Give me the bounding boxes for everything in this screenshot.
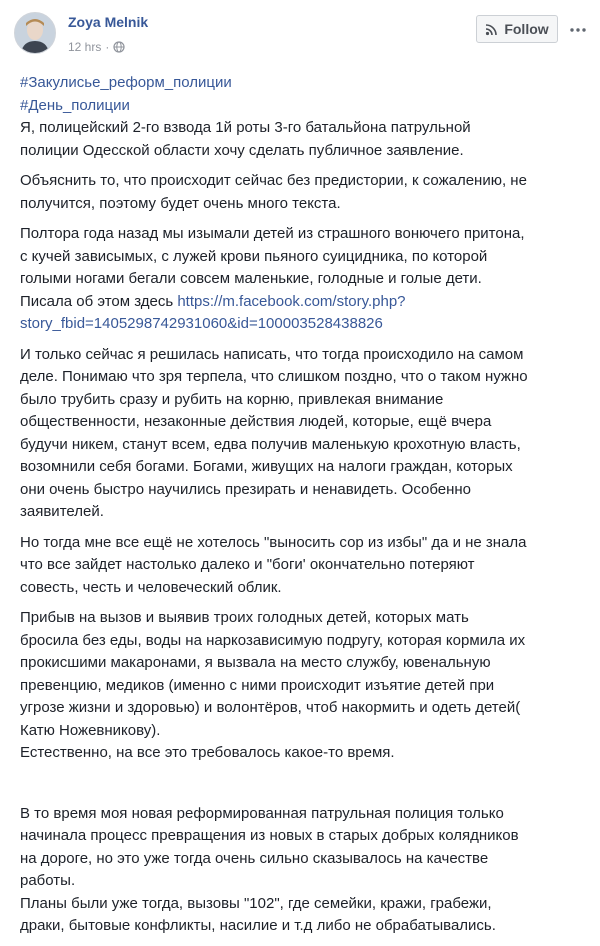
post-time[interactable]: 12 hrs xyxy=(68,40,102,54)
text-line: что все зайдет настолько далеко и "боги' окончательно потеряют xyxy=(20,556,475,573)
post-paragraph xyxy=(20,223,590,336)
text-line: деле. Понимаю что зря терпела, что слишком поздно, что о таком нужно xyxy=(20,368,528,385)
post-header xyxy=(0,0,600,72)
follow-button[interactable] xyxy=(476,15,558,43)
avatar[interactable] xyxy=(14,12,56,54)
hashtag-link[interactable]: #День_полиции xyxy=(20,96,130,114)
text-line: Катю Ножевникову). xyxy=(20,721,161,739)
meta-separator: · xyxy=(105,40,110,54)
post-paragraph xyxy=(20,344,590,524)
post-paragraph xyxy=(20,170,590,215)
link-line xyxy=(20,291,590,314)
text-line: бросила без еды, воды на наркозависимую подругу, которая кормила их xyxy=(20,631,526,649)
text-line: на дороге, но это уже тогда очень сильно сказывалось на качестве xyxy=(20,849,489,867)
text-line: они очень быстро научились презирать и ненавидеть. Особенно xyxy=(20,480,472,498)
text-line: Но тогда мне все ещё не хотелось "выносить сор из избы" да и не знала xyxy=(20,533,527,551)
globe-icon[interactable] xyxy=(113,41,125,53)
text-line: Прибыв на вызов и выявив троих голодных детей, которых мать xyxy=(20,609,469,626)
text-line: совесть, честь и человеческий облик. xyxy=(20,578,282,596)
more-options-button[interactable] xyxy=(566,18,590,42)
text-line: И только сейчас я решилась написать, что тогда происходило на самом xyxy=(20,345,524,363)
post-paragraph xyxy=(20,117,590,162)
post-paragraph xyxy=(20,607,590,765)
avatar-photo xyxy=(15,13,55,53)
follow-label: Follow xyxy=(504,21,549,37)
post-body xyxy=(20,72,590,946)
text-line: с кучей зависымых, с лужей крови пьяного суицидника, по которой xyxy=(20,247,488,265)
text-line: драки, бытовые конфликты, насилие и т.д либо не обрабатывались. xyxy=(20,917,496,934)
text-line: Я, полицейский 2-го взвода 1й роты 3-го батальйона патрульной xyxy=(20,119,471,136)
link-prefix: Писала об этом здесь xyxy=(20,292,178,310)
text-line: голыми ногами бегали совсем маленькие, голодные и голые дети. xyxy=(20,270,482,287)
text-line: полиции Одесской области хочу сделать публичное заявление. xyxy=(20,141,464,159)
text-line: превенцию, медиков (именно с ними происходит изъятие детей при xyxy=(20,676,495,694)
text-line: общественности, незаконные действия людей, которые, ещё вчера xyxy=(20,413,492,430)
text-line: получится, поэтому будет очень много текста. xyxy=(20,194,341,212)
text-line: будучи никем, станут всем, едва получив маленькую крохотную власть, xyxy=(20,435,521,453)
text-line: прокисшими макаронами, я вызвала на место службу, ювенальную xyxy=(20,654,491,671)
text-line: заявителей. xyxy=(20,503,104,520)
author-name[interactable]: Zoya Melnik xyxy=(68,14,149,30)
story-link[interactable]: https://m.facebook.com/story.php? xyxy=(177,292,406,310)
blank-line xyxy=(20,773,590,803)
post-meta xyxy=(68,40,125,54)
text-line: начинала процесс превращения из новых в старых добрых колядников xyxy=(20,827,519,844)
hashtag-link[interactable]: #Закулисье_реформ_полиции xyxy=(20,74,232,91)
text-line: Полтора года назад мы изымали детей из страшного вонючего притона, xyxy=(20,225,525,242)
text-line: В то время моя новая реформированная патрульная полиция только xyxy=(20,804,504,822)
text-line: возомнили себя богами. Богами, живущих на налоги граждан, которых xyxy=(20,458,513,475)
post-paragraph xyxy=(20,532,590,600)
text-line: было трубить сразу и рубить на корню, привлекая внимание xyxy=(20,390,444,408)
rss-icon xyxy=(485,23,498,36)
text-line: Объяснить то, что происходит сейчас без предистории, к сожалению, не xyxy=(20,172,527,189)
text-line: Планы были уже тогда, вызовы "102", где семейки, кражи, грабежи, xyxy=(20,894,492,912)
ellipsis-icon xyxy=(570,28,586,32)
story-link-continuation[interactable]: story_fbid=1405298742931060&id=100003528438826 xyxy=(20,315,383,332)
text-line: Естественно, на все это требовалось какое-то время. xyxy=(20,744,395,761)
post-paragraph xyxy=(20,803,590,938)
text-line: угрозе жизни и здоровью) и волонтёров, чтоб накормить и одеть детей( xyxy=(20,699,521,716)
text-line: работы. xyxy=(20,872,76,889)
